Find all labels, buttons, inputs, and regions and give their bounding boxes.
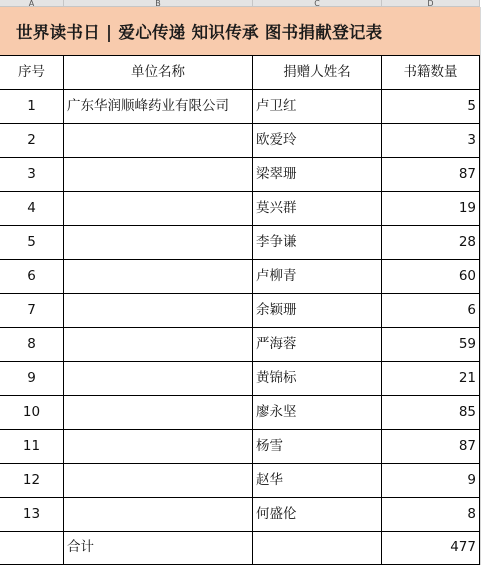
cell-donor[interactable]: 李争谦 xyxy=(253,226,382,260)
table-row xyxy=(0,260,480,294)
cell-donor[interactable]: 卢卫红 xyxy=(253,90,382,124)
cell-donor[interactable]: 欧爱玲 xyxy=(253,124,382,158)
total-seq-cell[interactable] xyxy=(0,531,64,565)
cell-count[interactable]: 87 xyxy=(382,158,480,192)
cell-donor[interactable]: 赵华 xyxy=(253,464,382,498)
cell-seq[interactable]: 12 xyxy=(0,464,64,498)
total-value[interactable]: 477 xyxy=(382,531,480,565)
cell-seq[interactable]: 2 xyxy=(0,124,64,158)
cell-seq[interactable]: 9 xyxy=(0,362,64,396)
title-cell[interactable] xyxy=(0,7,480,56)
table-row xyxy=(0,192,480,226)
cell-unit[interactable] xyxy=(64,260,253,294)
cell-unit[interactable] xyxy=(64,464,253,498)
cell-unit[interactable] xyxy=(64,430,253,464)
table-row xyxy=(0,362,480,396)
next-column-area[interactable] xyxy=(480,7,502,565)
column-header-a[interactable]: A xyxy=(0,0,64,7)
cell-count[interactable]: 6 xyxy=(382,294,480,328)
table-row xyxy=(0,464,480,498)
cell-donor[interactable]: 廖永坚 xyxy=(253,396,382,430)
table-row xyxy=(0,158,480,192)
cell-donor[interactable]: 余颖珊 xyxy=(253,294,382,328)
cell-seq[interactable]: 6 xyxy=(0,260,64,294)
cell-seq[interactable]: 13 xyxy=(0,498,64,532)
cell-seq[interactable]: 8 xyxy=(0,328,64,362)
cell-count[interactable]: 3 xyxy=(382,124,480,158)
cell-count[interactable]: 60 xyxy=(382,260,480,294)
cell-seq[interactable]: 10 xyxy=(0,396,64,430)
table-row xyxy=(0,90,480,124)
table-row xyxy=(0,328,480,362)
table-row xyxy=(0,396,480,430)
column-header-b[interactable]: B xyxy=(64,0,253,7)
table-row xyxy=(0,294,480,328)
total-donor-cell[interactable] xyxy=(253,531,382,565)
table-row xyxy=(0,124,480,158)
cell-count[interactable]: 8 xyxy=(382,498,480,532)
cell-seq[interactable]: 4 xyxy=(0,192,64,226)
header-unit[interactable]: 单位名称 xyxy=(64,56,253,90)
table-row xyxy=(0,226,480,260)
cell-donor[interactable]: 卢柳青 xyxy=(253,260,382,294)
cell-unit[interactable] xyxy=(64,226,253,260)
cell-seq[interactable]: 7 xyxy=(0,294,64,328)
table-row xyxy=(0,498,480,532)
cell-count[interactable]: 87 xyxy=(382,430,480,464)
cell-unit[interactable]: 广东华润顺峰药业有限公司 xyxy=(64,90,253,124)
header-donor[interactable]: 捐赠人姓名 xyxy=(253,56,382,90)
sheet-title: 世界读书日 | 爱心传递 知识传承 图书捐献登记表 xyxy=(16,23,383,42)
cell-unit[interactable] xyxy=(64,124,253,158)
cell-count[interactable]: 85 xyxy=(382,396,480,430)
cell-donor[interactable]: 何盛伦 xyxy=(253,498,382,532)
header-seq[interactable]: 序号 xyxy=(0,56,64,90)
cell-donor[interactable]: 严海蓉 xyxy=(253,328,382,362)
cell-count[interactable]: 59 xyxy=(382,328,480,362)
cell-count[interactable]: 21 xyxy=(382,362,480,396)
cell-donor[interactable]: 莫兴群 xyxy=(253,192,382,226)
total-row xyxy=(0,531,480,565)
table-row xyxy=(0,430,480,464)
cell-unit[interactable] xyxy=(64,362,253,396)
cell-unit[interactable] xyxy=(64,328,253,362)
cell-donor[interactable]: 杨雪 xyxy=(253,430,382,464)
table-header-row xyxy=(0,56,480,90)
cell-donor[interactable]: 黄锦标 xyxy=(253,362,382,396)
column-header-d[interactable]: D xyxy=(382,0,480,7)
cell-count[interactable]: 28 xyxy=(382,226,480,260)
cell-count[interactable]: 19 xyxy=(382,192,480,226)
cell-unit[interactable] xyxy=(64,158,253,192)
cell-unit[interactable] xyxy=(64,294,253,328)
cell-unit[interactable] xyxy=(64,192,253,226)
cell-unit[interactable] xyxy=(64,396,253,430)
cell-seq[interactable]: 3 xyxy=(0,158,64,192)
column-header-c[interactable]: C xyxy=(253,0,382,7)
cell-count[interactable]: 5 xyxy=(382,90,480,124)
cell-seq[interactable]: 1 xyxy=(0,90,64,124)
header-count[interactable]: 书籍数量 xyxy=(382,56,480,90)
cell-unit[interactable] xyxy=(64,498,253,532)
cell-seq[interactable]: 11 xyxy=(0,430,64,464)
total-label[interactable]: 合计 xyxy=(64,531,253,565)
cell-donor[interactable]: 梁翠珊 xyxy=(253,158,382,192)
cell-seq[interactable]: 5 xyxy=(0,226,64,260)
cell-count[interactable]: 9 xyxy=(382,464,480,498)
